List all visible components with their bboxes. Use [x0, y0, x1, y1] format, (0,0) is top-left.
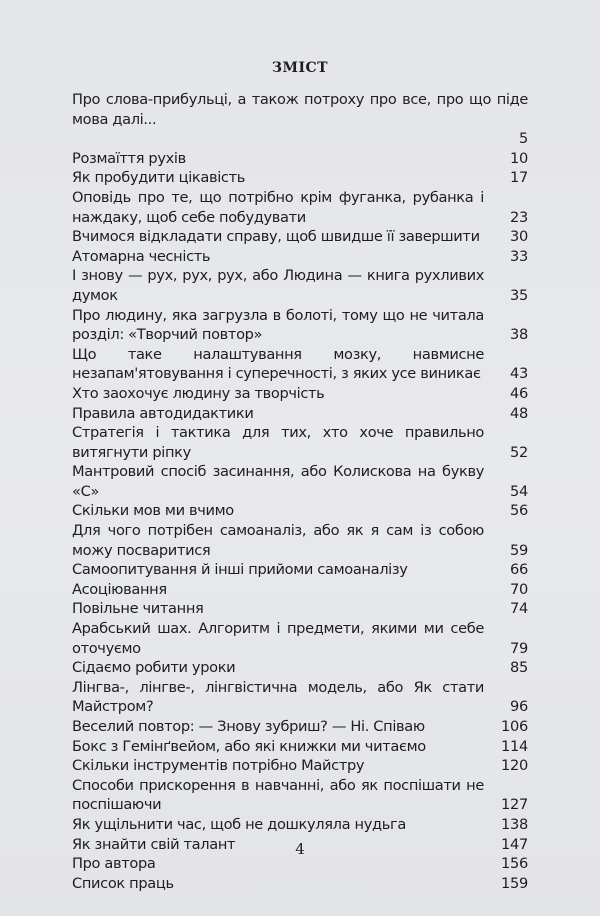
toc-entry-page: 156 — [501, 855, 528, 873]
toc-entry — [72, 678, 528, 717]
toc-entry-page: 30 — [510, 228, 528, 246]
toc-entry-title: Про автора — [72, 855, 156, 873]
toc-entry-title: Що таке налаштування мозку, навмисне незапам'ятовування і суперечності, з яких усе виникає — [72, 345, 484, 383]
toc-entry-title: Повільне читання — [72, 600, 204, 618]
toc-entry — [72, 658, 528, 678]
toc-entry — [72, 717, 528, 737]
toc-title: ЗМІСТ — [271, 60, 329, 76]
toc-entry-title: Стратегія і тактика для тих, хто хоче правильно витягнути ріпку — [72, 424, 484, 461]
toc-entry — [72, 188, 528, 227]
toc-entry-title: Скільки мов ми вчимо — [72, 502, 234, 520]
toc-entry — [72, 776, 528, 815]
toc-entry-title: Асоціювання — [72, 580, 167, 598]
toc-entry-page: 96 — [510, 698, 528, 716]
toc-entry — [72, 521, 528, 560]
toc-entry-page: 17 — [510, 169, 528, 187]
toc-entry — [72, 168, 528, 188]
toc-entry-title: Хто заохочує людину за творчість — [72, 384, 325, 402]
toc-entry — [72, 149, 528, 169]
toc-entry — [72, 462, 528, 501]
toc-entry-page-line — [72, 129, 528, 149]
toc-entry — [72, 619, 528, 658]
toc-entry — [72, 384, 528, 404]
toc-entry — [72, 756, 528, 776]
toc-entry — [72, 501, 528, 521]
toc-entry-title: Арабський шах. Алгоритм і предмети, якими ми себе оточуємо — [72, 620, 484, 657]
toc-entry-page: 66 — [510, 561, 528, 579]
toc-entry-title: Атомарна чесність — [72, 247, 211, 265]
toc-entry-page: 159 — [501, 874, 528, 892]
toc-entry-page: 23 — [510, 208, 528, 226]
toc-entry-title: Мантровий спосіб засинання, або Колискова на букву «С» — [72, 463, 484, 500]
toc-entry — [72, 580, 528, 600]
toc-entry-page: 147 — [501, 835, 528, 853]
toc-entry-page: 85 — [510, 659, 528, 677]
toc-entry — [72, 345, 528, 384]
toc-entry — [72, 404, 528, 424]
toc-entry-page: 52 — [510, 443, 528, 461]
toc-entry-page: 48 — [510, 404, 528, 422]
page-number: 4 — [295, 840, 305, 858]
toc-entry-page: 54 — [510, 482, 528, 500]
toc-entry-page: 138 — [501, 815, 528, 833]
toc-entry — [72, 266, 528, 305]
toc-entry-page: 74 — [510, 600, 528, 618]
toc-entry — [72, 306, 528, 345]
toc-entry-page: 35 — [510, 286, 528, 304]
toc-entry-page: 59 — [510, 541, 528, 559]
toc-entry-page: 79 — [510, 639, 528, 657]
toc-entry-title: Вчимося відкладати справу, щоб швидше її завершити — [72, 228, 480, 246]
toc-entry-page: 38 — [510, 326, 528, 344]
toc-entry-page: 5 — [519, 130, 528, 148]
toc-entry-title: Як знайти свій талант — [72, 835, 236, 853]
toc-entry-title: Оповідь про те, що потрібно крім фуганка, рубанка і наждаку, щоб себе побудувати — [72, 188, 484, 226]
toc-entry-title: Як пробудити цікавість — [72, 169, 245, 187]
toc-entry — [72, 560, 528, 580]
toc-entry-page: 46 — [510, 384, 528, 402]
toc-entry-title: Скільки інструментів потрібно Майстру — [72, 757, 365, 775]
toc-entry-title: Способи прискорення в навчанні, або як поспішати не поспішаючи — [72, 776, 484, 814]
toc-entry-title: Самоопитування й інші прийоми самоаналізу — [72, 561, 408, 579]
toc-entry-page: 127 — [501, 796, 528, 814]
toc-entry-title: Про людину, яка загрузла в болоті, тому що не читала розділ: «Творчий повтор» — [72, 306, 484, 344]
toc-entry — [72, 247, 528, 267]
toc-entry — [72, 227, 528, 247]
toc-entry-title: Веселий повтор: — Знову зубриш? — Ні. Співаю — [72, 718, 425, 735]
toc-entry-title: Список праць — [72, 874, 174, 892]
toc-entry-page: 56 — [510, 502, 528, 520]
toc-entry — [72, 874, 528, 894]
toc-entry-page: 10 — [510, 149, 528, 167]
toc-entry-title: Лінгва-, лінгве-, лінгвістична модель, або Як стати Майстром? — [72, 678, 484, 716]
toc-entry-page: 70 — [510, 580, 528, 598]
toc-entry-page: 106 — [501, 718, 528, 735]
toc-entry — [72, 423, 528, 462]
toc-entry-title: Про слова-прибульці, а також потроху про все, про що піде мова далі... — [72, 91, 528, 128]
toc-entry-title: І знову — рух, рух, рух, або Людина — книга рухливих думок — [72, 267, 484, 304]
toc-entry-page: 43 — [510, 365, 528, 383]
toc-entry — [72, 90, 528, 149]
toc-entry — [72, 599, 528, 619]
toc-entry — [72, 737, 528, 757]
toc-entry-title: Як ущільнити час, щоб не дошкуляла нудьга — [72, 815, 406, 833]
toc-entry-title: Для чого потрібен самоаналіз, або як я сам із собою можу посваритися — [72, 522, 484, 559]
toc-entry-title: Правила автодидактики — [72, 404, 254, 422]
table-of-contents — [72, 90, 528, 893]
toc-entry-page: 114 — [501, 737, 528, 755]
toc-entry-title: Розмаїття рухів — [72, 149, 186, 167]
toc-entry-title: Сідаємо робити уроки — [72, 659, 236, 677]
toc-entry — [72, 815, 528, 835]
toc-entry-page: 120 — [501, 757, 528, 775]
toc-entry-page: 33 — [510, 247, 528, 265]
toc-entry-title: Бокс з Гемінґвейом, або які книжки ми читаємо — [72, 737, 426, 755]
